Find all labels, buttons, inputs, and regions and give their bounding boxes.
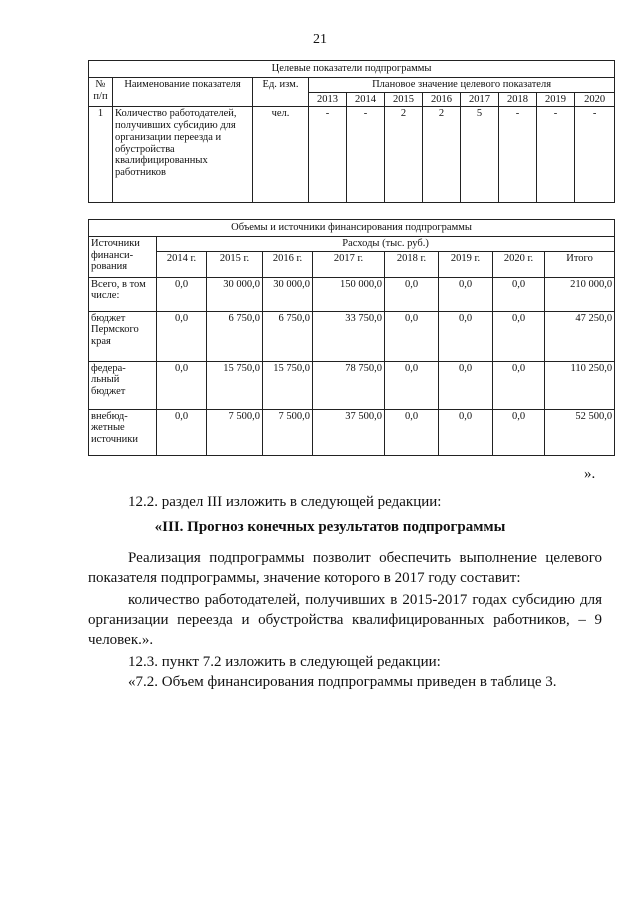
row-value: 210 000,0 [545, 277, 615, 311]
section-heading: «III. Прогноз конечных результатов подпрограммы [154, 519, 506, 535]
row-value: 0,0 [385, 277, 439, 311]
year-header: 2018 [499, 92, 537, 107]
row-value: 7 500,0 [207, 409, 263, 455]
row-value: 30 000,0 [263, 277, 313, 311]
year-header: 2020 [575, 92, 615, 107]
col-name-header: Наименование показателя [113, 77, 253, 107]
row-value: 37 500,0 [313, 409, 385, 455]
year-header: 2017 [461, 92, 499, 107]
table-row [89, 361, 615, 409]
targets-table [88, 60, 615, 203]
year-header: 2020 г. [493, 251, 545, 277]
row-value: 15 750,0 [263, 361, 313, 409]
col-expenses-header: Расходы (тыс. руб.) [157, 236, 615, 251]
year-header: 2014 г. [157, 251, 207, 277]
year-header: 2019 г. [439, 251, 493, 277]
year-header: 2013 [309, 92, 347, 107]
row-label: Всего, в том числе: [89, 277, 157, 311]
row-value: 5 [461, 107, 499, 203]
paragraph-employers: количество работодателей, получивших в 2015-2017 годах субсидию для организации переезда и обустройства квалифицированных работников, – 9 человек.». [88, 592, 602, 648]
table-row [89, 409, 615, 455]
year-header: 2017 г. [313, 251, 385, 277]
col-unit-header: Ед. изм. [253, 77, 309, 107]
year-header: 2018 г. [385, 251, 439, 277]
row-value: 0,0 [385, 361, 439, 409]
row-value: 0,0 [493, 361, 545, 409]
row-value: 150 000,0 [313, 277, 385, 311]
row-value: 0,0 [157, 277, 207, 311]
row-value: 15 750,0 [207, 361, 263, 409]
row-value: - [309, 107, 347, 203]
row-value: 7 500,0 [263, 409, 313, 455]
page-number: 21 [313, 32, 327, 47]
table-row [89, 277, 615, 311]
row-value: 0,0 [157, 409, 207, 455]
year-header: 2016 г. [263, 251, 313, 277]
table-row [89, 107, 615, 203]
financing-table [88, 219, 615, 456]
row-value: 0,0 [493, 409, 545, 455]
row-value: 0,0 [439, 311, 493, 361]
row-value: 6 750,0 [263, 311, 313, 361]
row-value: 33 750,0 [313, 311, 385, 361]
row-value: 0,0 [385, 409, 439, 455]
year-header: Итого [545, 251, 615, 277]
row-num: 1 [89, 107, 113, 203]
row-value: 0,0 [157, 361, 207, 409]
row-value: 0,0 [493, 277, 545, 311]
year-header: 2019 [537, 92, 575, 107]
paragraph-12-2: 12.2. раздел III изложить в следующей редакции: [128, 494, 442, 510]
row-label: федера-льный бюджет [89, 361, 157, 409]
year-header: 2015 г. [207, 251, 263, 277]
year-header: 2014 [347, 92, 385, 107]
financing-title: Объемы и источники финансирования подпрограммы [89, 220, 615, 237]
row-value: - [347, 107, 385, 203]
row-value: - [499, 107, 537, 203]
paragraph-12-3: 12.3. пункт 7.2 изложить в следующей редакции: [128, 654, 441, 670]
row-value: 6 750,0 [207, 311, 263, 361]
row-value: 47 250,0 [545, 311, 615, 361]
row-value: 52 500,0 [545, 409, 615, 455]
row-value: 0,0 [439, 277, 493, 311]
closing-quote: ». [584, 466, 596, 482]
row-value: - [575, 107, 615, 203]
row-value: 0,0 [385, 311, 439, 361]
year-header: 2016 [423, 92, 461, 107]
paragraph-7-2: «7.2. Объем финансирования подпрограммы приведен в таблице 3. [128, 674, 557, 690]
row-value: 30 000,0 [207, 277, 263, 311]
row-value: 2 [385, 107, 423, 203]
col-sources-header: Источники финанси-рования [89, 236, 157, 277]
row-unit: чел. [253, 107, 309, 203]
paragraph-forecast: Реализация подпрограммы позволит обеспечить выполнение целевого показателя подпрограммы, значение которого в 2017 году составит: [88, 550, 602, 586]
row-label: внебюд-жетные источники [89, 409, 157, 455]
targets-title: Целевые показатели подпрограммы [89, 61, 615, 78]
row-value: 0,0 [439, 361, 493, 409]
row-value: 2 [423, 107, 461, 203]
row-name: Количество работодателей, получивших субсидию для организации переезда и обустройства квалифицированных работников [113, 107, 253, 203]
row-value: 0,0 [157, 311, 207, 361]
row-value: 0,0 [439, 409, 493, 455]
col-num-header: № п/п [89, 77, 113, 107]
row-value: 78 750,0 [313, 361, 385, 409]
col-plan-header: Плановое значение целевого показателя [309, 77, 615, 92]
row-label: бюджет Пермского края [89, 311, 157, 361]
table-row [89, 311, 615, 361]
row-value: 0,0 [493, 311, 545, 361]
row-value: - [537, 107, 575, 203]
row-value: 110 250,0 [545, 361, 615, 409]
year-header: 2015 [385, 92, 423, 107]
